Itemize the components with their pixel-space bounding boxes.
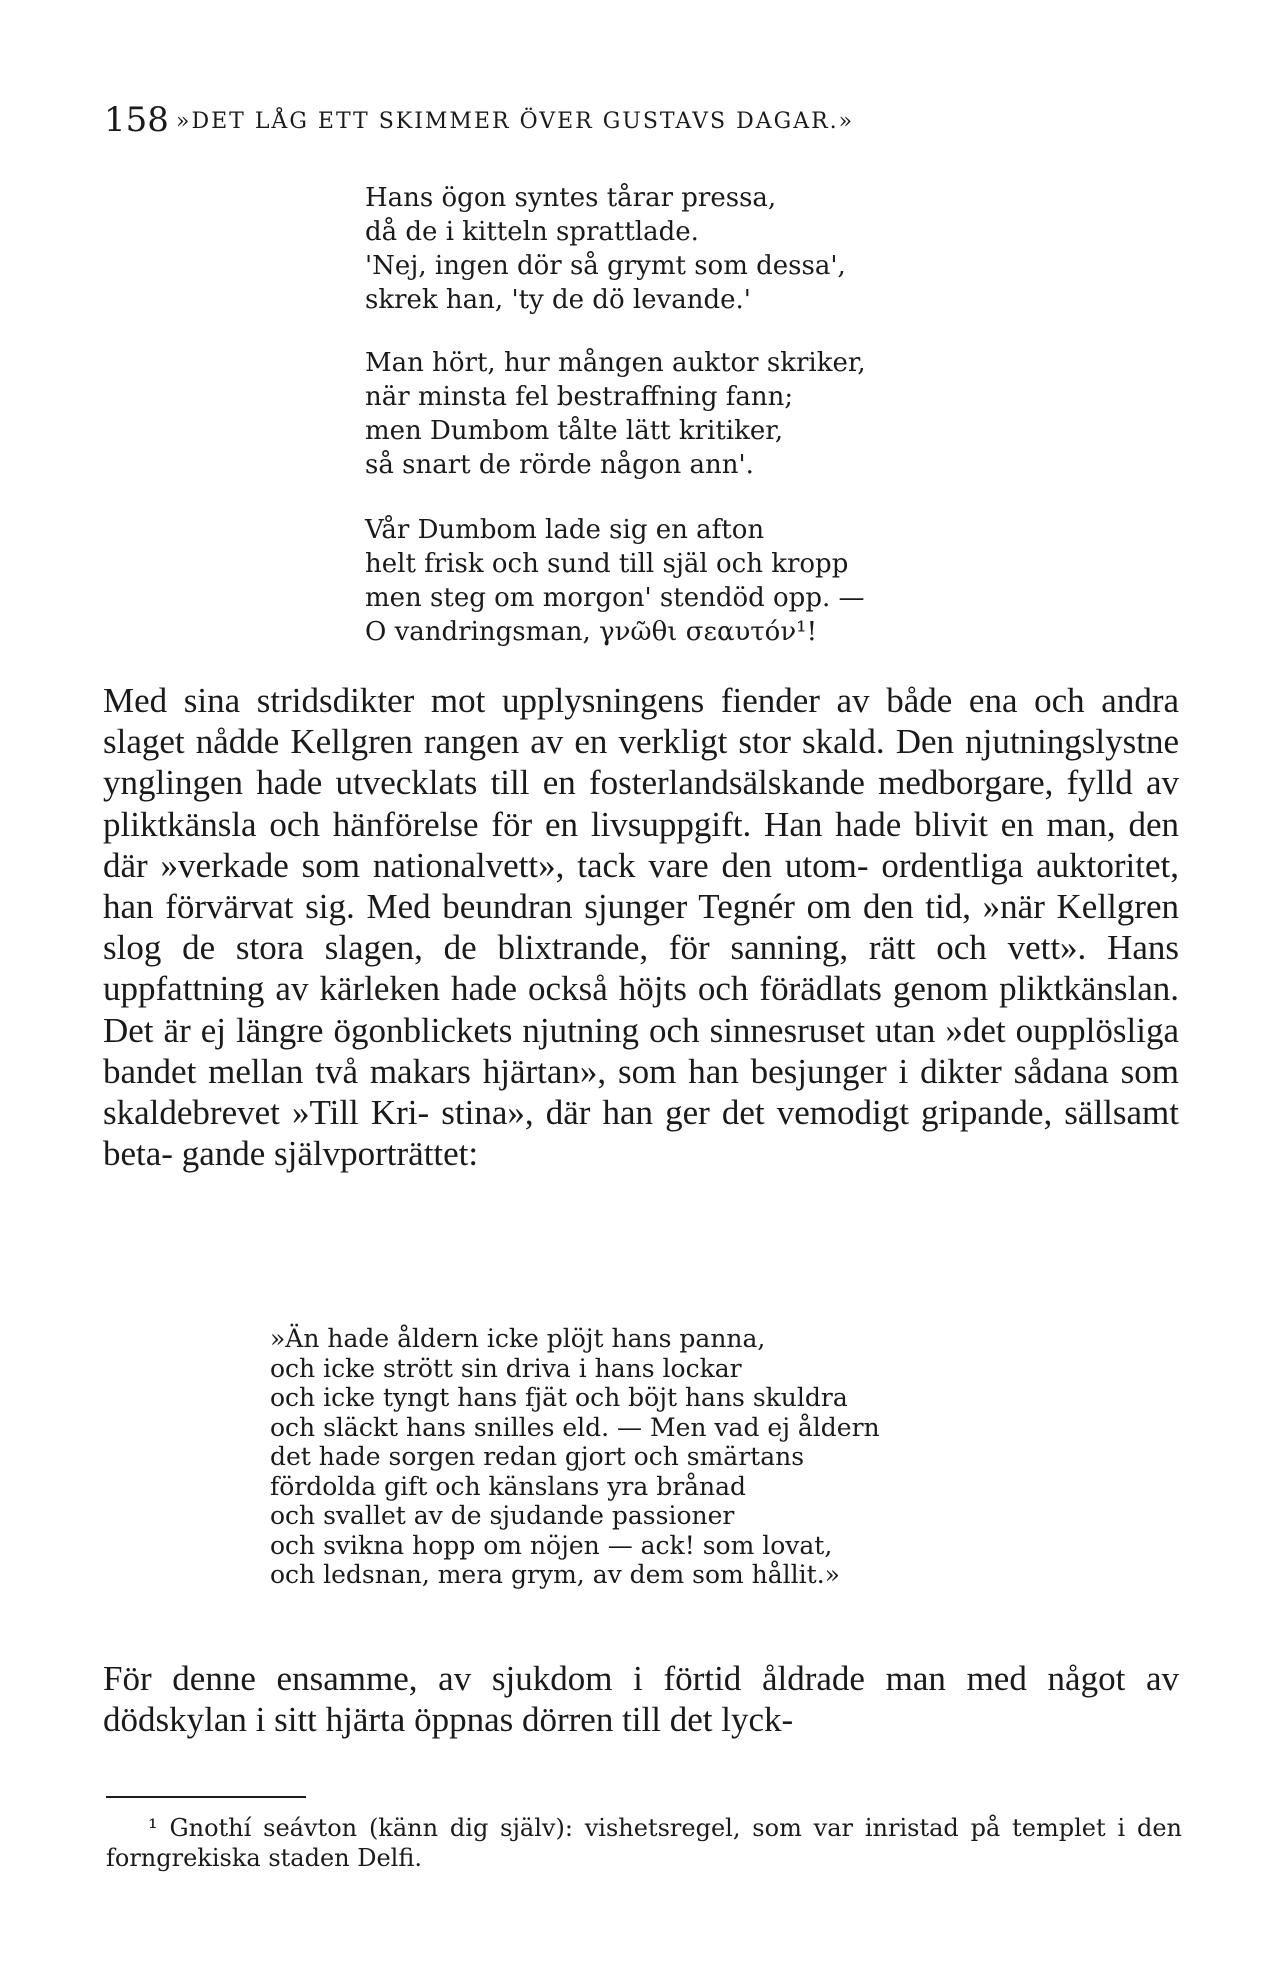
verse-line: 'Nej, ingen dör så grymt som dessa', <box>365 251 846 281</box>
text-line: den där »verkade som nationalvett», tack vare den utom- <box>103 804 1180 885</box>
body-paragraph-2 <box>103 1658 1179 1740</box>
verse-line: Vår Dumbom lade sig en afton <box>365 515 765 545</box>
quote-line: och ledsnan, mera grym, av dem som hållit.» <box>270 1560 840 1589</box>
text-line: och hänförelse för en livsuppgift. Han hade blivit en man, <box>269 804 1116 844</box>
verse-line: Hans ögon syntes tårar pressa, <box>365 183 777 213</box>
text-line: utan »det oupplösliga bandet mellan två makars hjärtan», som <box>103 1010 1179 1091</box>
text-line: en fosterlandsälskande medborgare, fylld av pliktkänsla <box>103 763 1179 844</box>
verse-line: O vandringsman, γνῶθι σεαυτόν¹! <box>365 617 818 647</box>
text-line: och andra slaget nådde Kellgren rangen av en verkligt stor <box>103 681 1180 762</box>
text-line: något av dödskylan i sitt hjärta öppnas dörren till det lyck- <box>103 1659 1180 1740</box>
verse-line: då de i kitteln sprattlade. <box>365 217 699 247</box>
verse-line: så snart de rörde någon ann'. <box>365 450 754 480</box>
quote-line: och svallet av de sjudande passioner <box>270 1501 735 1530</box>
body-paragraph-1 <box>103 680 1179 1174</box>
text-line: Det är ej längre ögonblickets njutning och sinnesruset <box>103 1010 866 1050</box>
text-line: han besjunger i dikter sådana som skaldebrevet »Till Kri- <box>103 1051 1180 1133</box>
text-line: ordentliga auktoritet, han förvärvat sig. Med beundran <box>103 845 1179 927</box>
text-line: gande självporträttet: <box>181 1134 479 1174</box>
quote-line: det hade sorgen redan gjort och smärtans <box>270 1442 805 1471</box>
text-line: Med sina stridsdikter mot upplysningens fiender av både ena <box>103 681 1018 720</box>
text-line: sjunger Tegnér om den tid, »när Kellgren slog de stora slagen, <box>103 887 1179 968</box>
text-line: de blixtrande, för sanning, rätt och vett». Hans uppfattning <box>103 928 1180 1009</box>
poem-stanza-2 <box>365 346 866 482</box>
quote-line: fördolda gift och känslans yra brånad <box>270 1471 747 1501</box>
text-line: För denne ensamme, av sjukdom i förtid åldrade man med <box>103 1659 1027 1698</box>
poem-stanza-3 <box>365 513 865 649</box>
text-line: skald. Den njutningslystne ynglingen hade utvecklats till <box>103 722 1180 803</box>
running-head: »DET LÅG ETT SKIMMER ÖVER GUSTAVS DAGAR.» <box>176 109 855 134</box>
quote-line: och släckt hans snilles eld. — Men vad ej åldern <box>270 1412 880 1442</box>
verse-line: skrek han, 'ty de dö levande.' <box>365 285 751 315</box>
footnote: ¹ Gnothí seávton (känn dig själv): vishetsregel, som var inristad på templet i den forngrekiska staden Delfi. <box>106 1814 1182 1872</box>
verse-line: Man hört, hur mången auktor skriker, <box>365 348 866 378</box>
block-quote <box>270 1324 880 1590</box>
text-line: stina», där han ger det vemodigt gripande, sällsamt beta- <box>103 1093 1180 1174</box>
quote-line: »Än hade åldern icke plöjt hans panna, <box>270 1324 766 1353</box>
page-number: 158 <box>104 100 169 140</box>
poem-stanza-1 <box>365 181 846 317</box>
verse-line: men steg om morgon' stendöd opp. — <box>365 583 865 613</box>
verse-line: när minsta fel bestraffning fann; <box>365 382 794 412</box>
text-line: av kärleken hade också höjts och förädlats genom pliktkänslan. <box>275 969 1179 1009</box>
verse-line: helt frisk och sund till själ och kropp <box>365 549 849 579</box>
quote-line: och icke tyngt hans fjät och böjt hans skuldra <box>270 1383 848 1412</box>
quote-line: och svikna hopp om nöjen — ack! som lovat, <box>270 1530 833 1560</box>
verse-line: men Dumbom tålte lätt kritiker, <box>365 416 784 446</box>
footnote-divider <box>106 1796 306 1798</box>
quote-line: och icke strött sin driva i hans lockar <box>270 1353 742 1383</box>
page-header <box>104 100 1104 140</box>
